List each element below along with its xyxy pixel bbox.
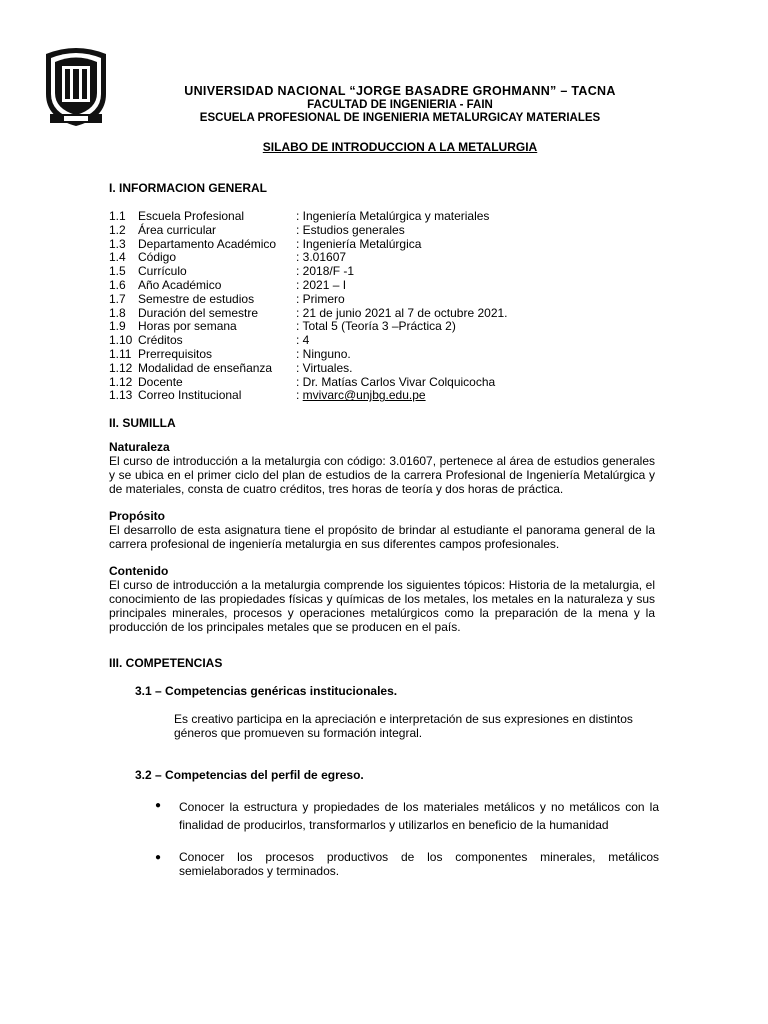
faculty-name: FACULTAD DE INGENIERIA - FAIN bbox=[307, 99, 493, 111]
info-row-label: Créditos bbox=[138, 333, 183, 348]
competencias-genericas-heading: 3.1 – Competencias genéricas institucionales. bbox=[135, 684, 398, 699]
info-row-value: : Ingeniería Metalúrgica y materiales bbox=[296, 209, 490, 223]
university-name: UNIVERSIDAD NACIONAL “JORGE BASADRE GROHMANN” – TACNA bbox=[184, 84, 616, 98]
info-row-number: 1.9 bbox=[109, 319, 126, 334]
info-row-label: Currículo bbox=[138, 264, 187, 279]
info-row bbox=[109, 279, 655, 293]
info-row-label: Horas por semana bbox=[138, 319, 237, 334]
info-row bbox=[109, 238, 655, 252]
info-row-number: 1.12 bbox=[109, 374, 133, 389]
info-row bbox=[109, 265, 655, 279]
info-row-value: : 3.01607 bbox=[296, 250, 347, 265]
info-row-number: 1.6 bbox=[109, 277, 126, 292]
proposito-heading: Propósito bbox=[109, 509, 165, 524]
email-prefix: : bbox=[296, 388, 303, 403]
info-row-number: 1.2 bbox=[109, 222, 126, 237]
document-title: SILABO DE INTRODUCCION A LA METALURGIA bbox=[262, 140, 538, 154]
info-row bbox=[109, 348, 655, 362]
institutional-email-link[interactable]: mvivarc@unjbg.edu.pe bbox=[302, 388, 426, 403]
info-row-email bbox=[109, 389, 655, 403]
university-seal-logo bbox=[40, 44, 112, 128]
info-row bbox=[109, 210, 655, 224]
info-row-value: : Total 5 (Teoría 3 –Práctica 2) bbox=[296, 319, 456, 334]
info-row-number: 1.7 bbox=[109, 291, 126, 306]
info-row-label: Semestre de estudios bbox=[138, 291, 255, 306]
list-item bbox=[155, 798, 659, 834]
document-header bbox=[140, 84, 660, 124]
info-row-label: Área curricular bbox=[138, 222, 217, 237]
info-row bbox=[109, 224, 655, 238]
info-row-number: 1.11 bbox=[109, 346, 132, 361]
naturaleza-paragraph: El curso de introducción a la metalurgia con código: 3.01607, pertenece al área de estudios generales y se ubica en el primer ciclo del plan de estudios de la carrera Profesional de Ingeniería Metalúrgica y de materiales, consta de cuatro créditos, tres horas de teoría y dos horas de práctica. bbox=[109, 454, 655, 497]
school-name: ESCUELA PROFESIONAL DE INGENIERIA METALURGICAY MATERIALES bbox=[199, 112, 601, 124]
info-row-number: 1.8 bbox=[109, 305, 126, 320]
info-row bbox=[109, 334, 655, 348]
document-body bbox=[109, 181, 659, 879]
contenido-heading: Contenido bbox=[109, 564, 169, 579]
section-heading-general-info: I. INFORMACION GENERAL bbox=[109, 181, 267, 195]
info-row-number: 1.1 bbox=[109, 209, 126, 223]
info-row bbox=[109, 376, 655, 390]
general-info-table bbox=[109, 210, 655, 403]
info-row-value: : Dr. Matías Carlos Vivar Colquicocha bbox=[296, 374, 496, 389]
list-item-text: Conocer la estructura y propiedades de los materiales metálicos y no metálicos con la finalidad de producirlos, transformarlos y utilizarlos en beneficio de la humanidad bbox=[179, 800, 659, 833]
list-item-text: Conocer los procesos productivos de los componentes minerales, metálicos semielaborados y terminados. bbox=[179, 850, 659, 879]
info-row-label: Departamento Académico bbox=[138, 236, 277, 251]
info-row-value: : 2018/F -1 bbox=[296, 264, 355, 279]
competencias-genericas-paragraph: Es creativo participa en la apreciación e interpretación de sus expresiones en distintos géneros que promueven su formación integral. bbox=[174, 712, 633, 741]
proposito-paragraph: El desarrollo de esta asignatura tiene el propósito de brindar al estudiante el panorama general de la carrera profesional de ingeniería metalurgia en sus diferentes campos profesionales. bbox=[109, 523, 655, 552]
info-row-label: Prerrequisitos bbox=[138, 346, 213, 361]
info-row bbox=[109, 362, 655, 376]
info-row-value: : 4 bbox=[296, 333, 310, 348]
info-row-number: 1.3 bbox=[109, 236, 126, 251]
bullet-icon: ● bbox=[155, 800, 162, 812]
info-row bbox=[109, 293, 655, 307]
list-item bbox=[155, 850, 659, 878]
info-row-number: 1.12 bbox=[109, 360, 133, 375]
info-row-value: : Primero bbox=[296, 291, 345, 306]
info-row-label: Docente bbox=[138, 374, 183, 389]
info-row-value: : 2021 – I bbox=[296, 277, 347, 292]
info-row-value: : Virtuales. bbox=[296, 360, 353, 375]
info-row-label: Año Académico bbox=[138, 277, 222, 292]
info-row-number: 1.5 bbox=[109, 264, 126, 279]
section-heading-sumilla: II. SUMILLA bbox=[109, 416, 176, 431]
info-row-value: : Ninguno. bbox=[296, 346, 351, 361]
info-row bbox=[109, 251, 655, 265]
info-row-label: Modalidad de enseñanza bbox=[138, 360, 273, 375]
bullet-icon: ● bbox=[155, 852, 162, 864]
info-row-number: 1.13 bbox=[109, 388, 133, 403]
info-row-label: Correo Institucional bbox=[138, 388, 242, 403]
info-row-value: : Ingeniería Metalúrgica bbox=[296, 236, 422, 251]
info-row-value bbox=[296, 389, 426, 403]
section-heading-competencias: III. COMPETENCIAS bbox=[109, 656, 223, 671]
info-row-number: 1.10 bbox=[109, 333, 133, 348]
info-row-value: : Estudios generales bbox=[296, 222, 405, 237]
naturaleza-heading: Naturaleza bbox=[109, 440, 170, 455]
info-row-label: Código bbox=[138, 250, 177, 265]
info-row-label: Duración del semestre bbox=[138, 305, 259, 320]
contenido-paragraph: El curso de introducción a la metalurgia comprende los siguientes tópicos: Historia de la metalurgia, el conocimiento de las propiedades físicas y químicas de los metales, los metales en la naturaleza y sus principales minerales, procesos y operaciones metalúrgicos como la preparación de la mena y la producción de los principales metales que se producen en el país. bbox=[109, 578, 655, 635]
info-row-value: : 21 de junio 2021 al 7 de octubre 2021. bbox=[296, 305, 508, 320]
info-row-label: Escuela Profesional bbox=[138, 209, 245, 223]
info-row bbox=[109, 320, 655, 334]
info-row-number: 1.4 bbox=[109, 250, 126, 265]
competencias-perfil-heading: 3.2 – Competencias del perfil de egreso. bbox=[135, 768, 364, 783]
info-row bbox=[109, 307, 655, 321]
